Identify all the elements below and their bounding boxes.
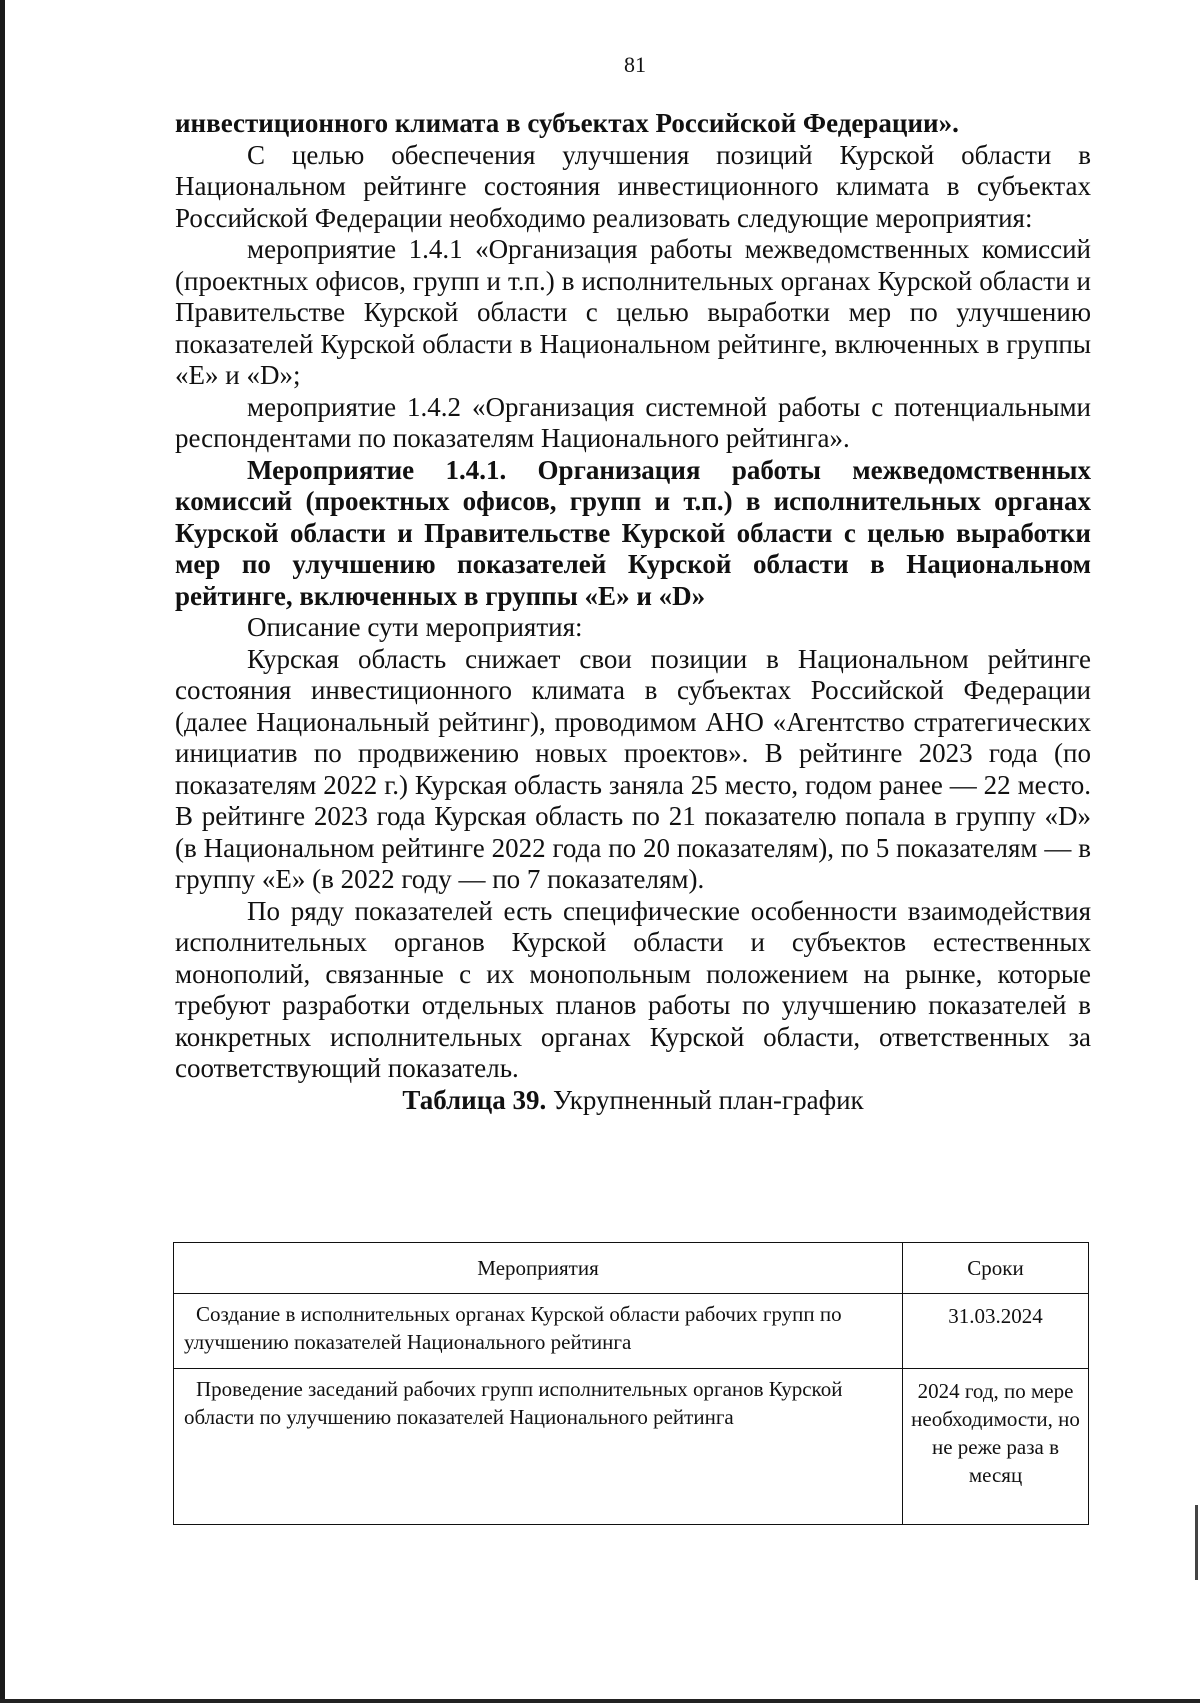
table-caption — [175, 1085, 1091, 1117]
paragraph-description-label: Описание сути мероприятия: — [247, 612, 583, 642]
table-row — [174, 1294, 1089, 1369]
document-body — [175, 108, 1091, 1116]
paragraph-continuation: инвестиционного климата в субъектах Российской Федерации». — [175, 108, 959, 138]
schedule-table — [173, 1242, 1089, 1525]
scan-edge-bottom — [0, 1699, 1200, 1703]
table-cell-event: Проведение заседаний рабочих групп исполнительных органов Курской области по улучшению показателей Национального рейтинга — [174, 1369, 903, 1525]
table-row — [174, 1369, 1089, 1525]
paragraph-intro: С целью обеспечения улучшения позиций Курской области в Национальном рейтинге состояния инвестиционного климата в субъектах Российской Федерации необходимо реализовать следующие мероприятия: — [175, 139, 1091, 233]
paragraph-measure-1-4-1: мероприятие 1.4.1 «Организация работы межведомственных комиссий (проектных офисов, групп и т.п.) в исполнительных органах Курской области и Правительстве Курской области с целью выработки мер по улучшению показателей Курской области в Национальном рейтинге, включенных в группы «E» и «D»; — [175, 234, 1091, 390]
column-header-events: Мероприятия — [174, 1243, 903, 1294]
table-header-row — [174, 1243, 1089, 1294]
scan-mark-right — [1195, 1505, 1198, 1580]
scan-edge-left — [0, 0, 5, 1703]
paragraph-specifics: По ряду показателей есть специфические особенности взаимодействия исполнительных органов Курской области и субъектов естественных монополий, связанные с их монопольным положением на рынке, которые требуют разработки отдельных планов работы по улучшению показателей в конкретных исполнительных органах Курской области, ответственных за соответствующий показатель. — [175, 895, 1091, 1083]
page-number: 81 — [624, 52, 646, 77]
paragraph-rating-summary: Курская область снижает свои позиции в Национальном рейтинге состояния инвестиционного климата в субъектах Российской Федерации (далее Национальный рейтинг), проводимом АНО «Агентство стратегических инициатив по продвижению новых проектов». В рейтинге 2023 года (по показателям 2022 г.) Курская область заняла 25 место, годом ранее — 22 место. В рейтинге 2023 года Курская область по 21 показателю попала в группу «D» (в Национальном рейтинге 2022 года по 20 показателям), по 5 показателям — в группу «E» (в 2022 году — по 7 показателям). — [175, 643, 1091, 894]
table-cell-date: 31.03.2024 — [903, 1294, 1089, 1369]
paragraph-measure-1-4-2: мероприятие 1.4.2 «Организация системной работы с потенциальными респондентами по показателям Национального рейтинга». — [175, 391, 1091, 453]
section-heading: Мероприятие 1.4.1. Организация работы межведомственных комиссий (проектных офисов, групп и т.п.) в исполнительных органах Курской области и Правительстве Курской области с целью выработки мер по улучшению показателей Курской области в Национальном рейтинге, включенных в группы «E» и «D» — [175, 454, 1091, 611]
table-caption-title: Укрупненный план-график — [553, 1084, 864, 1115]
table-cell-date: 2024 год, по мере необходимости, но не реже раза в месяц — [903, 1369, 1089, 1525]
table-caption-number: Таблица 39. — [402, 1084, 547, 1115]
table-cell-event: Создание в исполнительных органах Курской области рабочих групп по улучшению показателей Национального рейтинга — [174, 1294, 903, 1369]
column-header-dates: Сроки — [903, 1243, 1089, 1294]
